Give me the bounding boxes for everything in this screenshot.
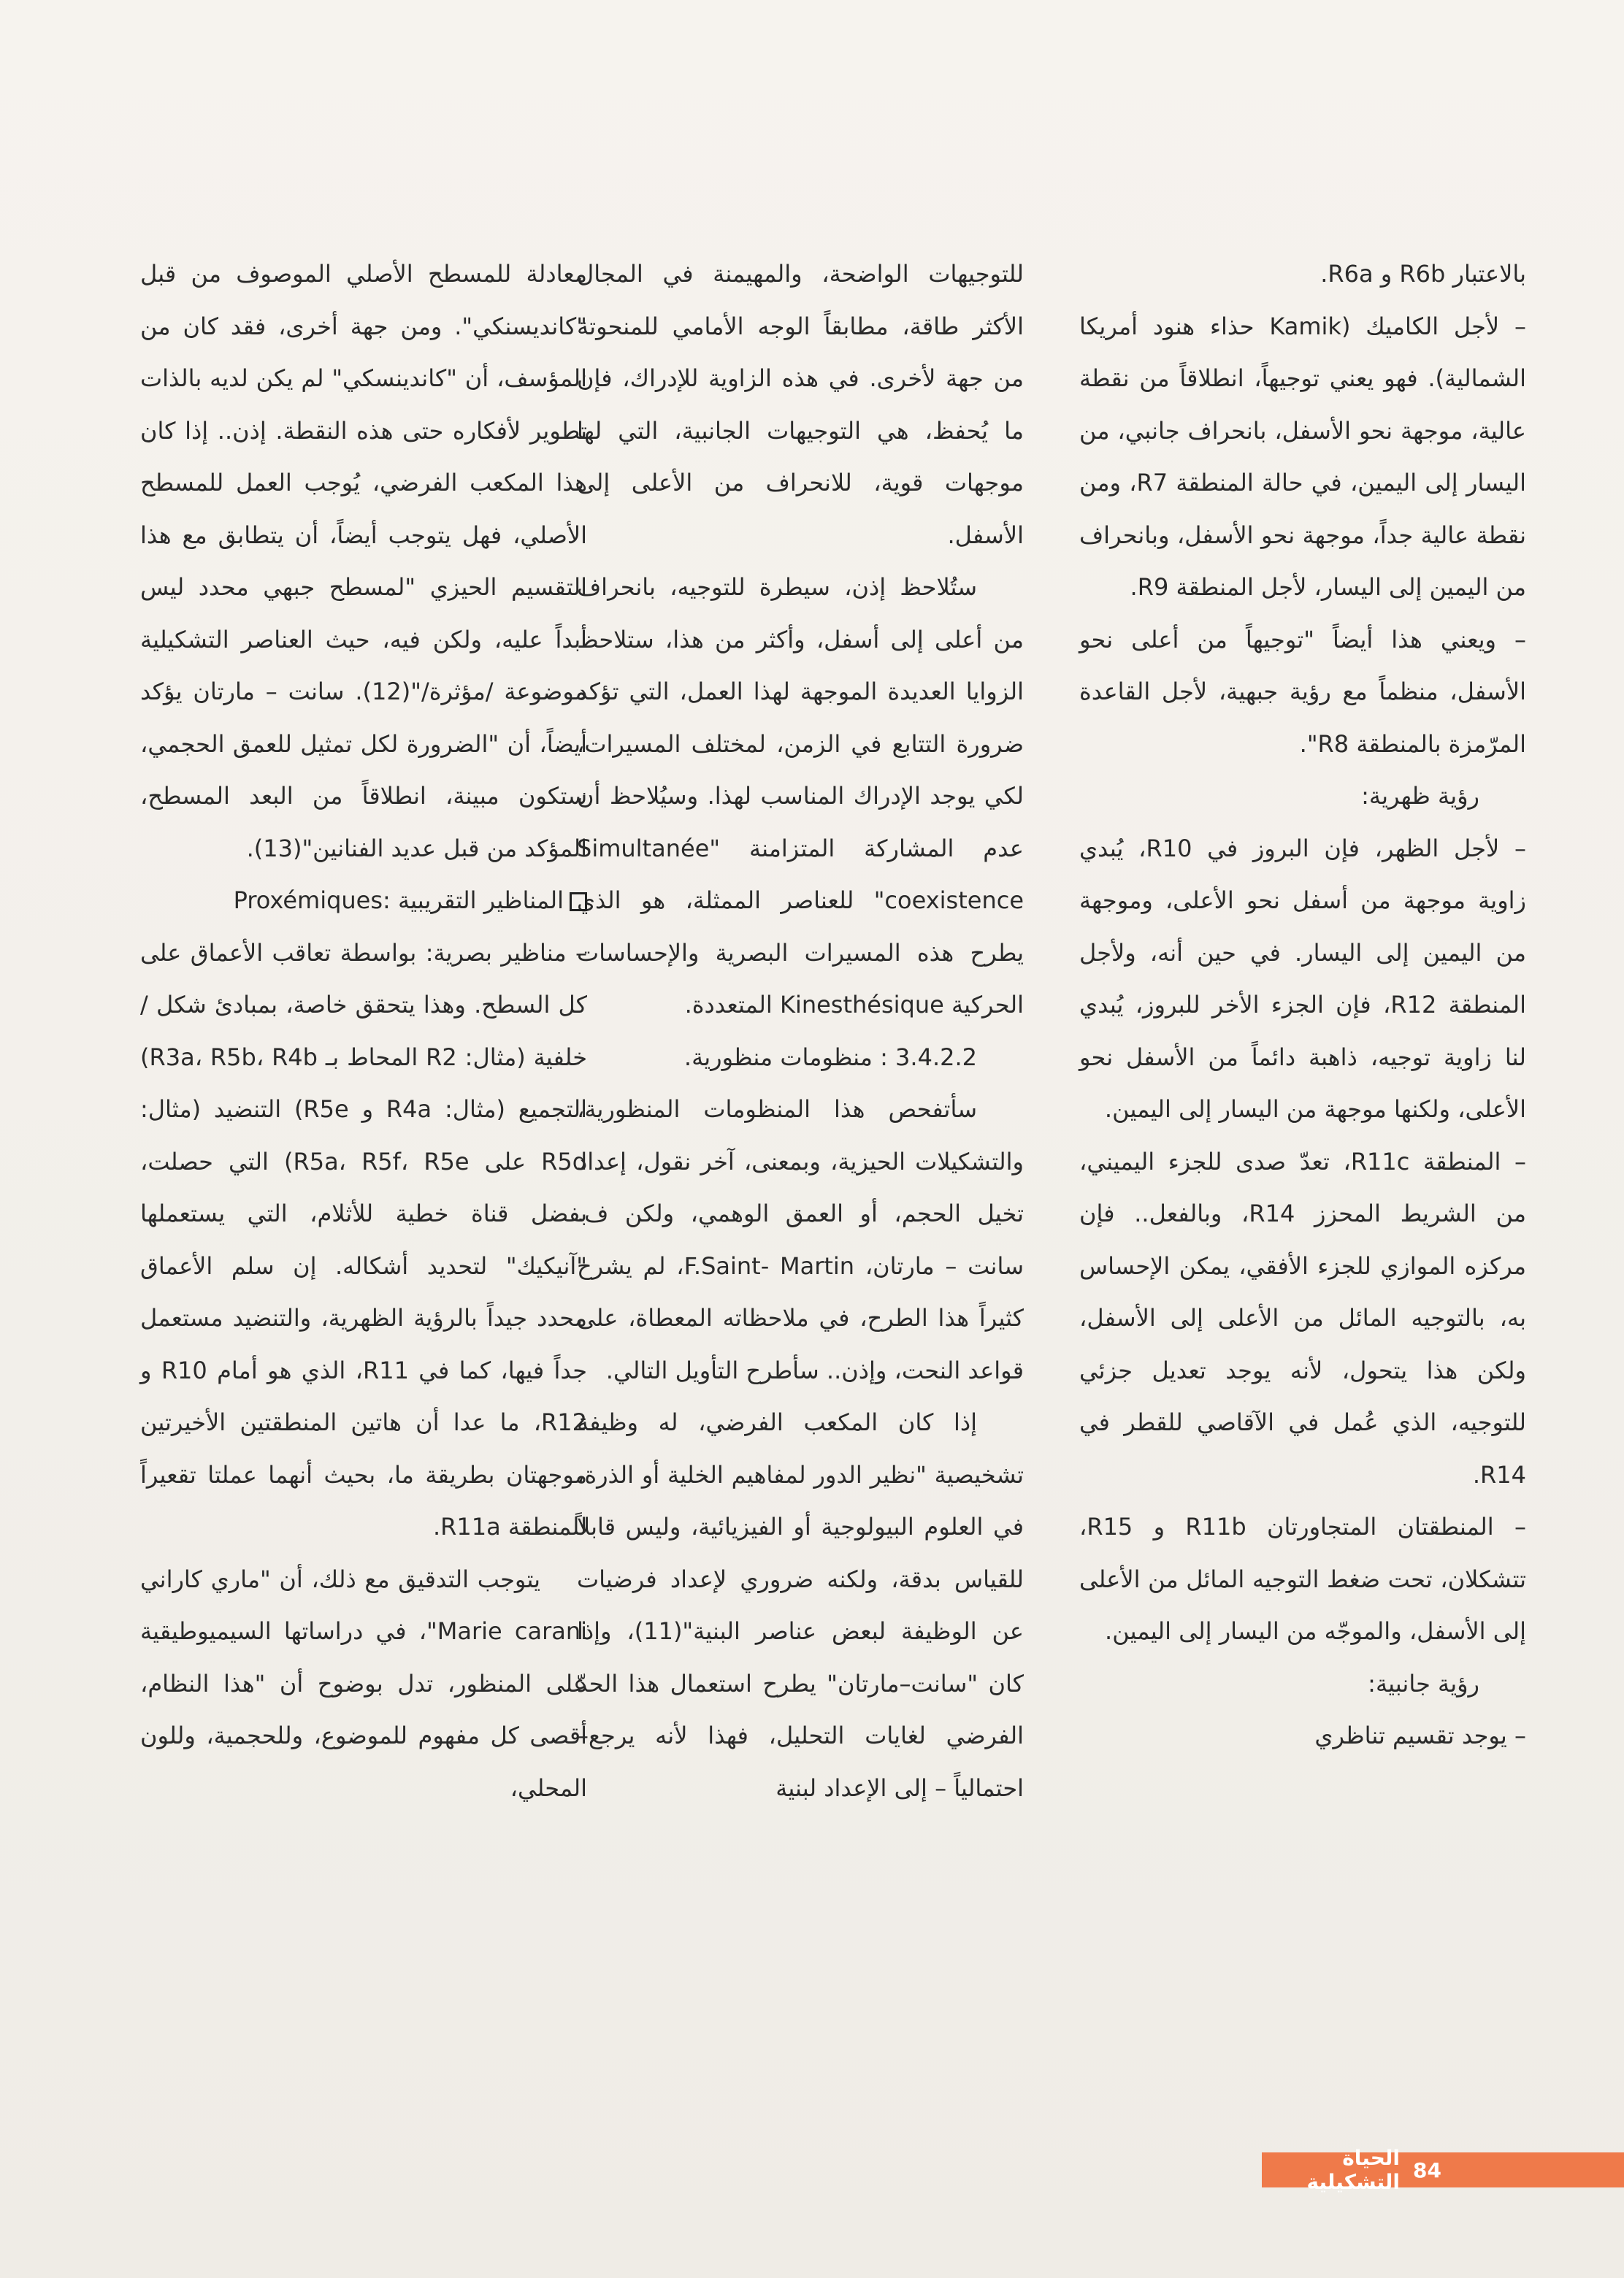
page-number: 84 (1413, 2158, 1441, 2182)
checkbox-bullet-icon (570, 892, 587, 911)
subheading-proxemiques (140, 875, 587, 927)
paragraph: ستُلاحظ إذن، سيطرة للتوجيه، بانحراف من أعلى إلى أسفل، وأكثر من هذا، ستلاحظ الزوايا العديدة الموجهة لهذا العمل، التي تؤكد ضرورة التتابع في الزمن، لمختلف المسيرات، لكي يوجد الإدراك المناسب لهذا. وسيُلاحظ أن عدم المشاركة المتزامنة "Simultanée coexistence" للعناصر الممثلة، هو الذي يطرح هذه المسيرات البصرية والإحساسات الحركية Kinesthésique المتعددة. (577, 573, 1024, 1019)
paragraph: – يوجد تقسيم تناظري (1314, 1722, 1526, 1749)
paragraph: سأتفحص هذا المنظومات المنظورية، والتشكيلات الحيزية، وبمعنى، آخر نقول، إعداد تخيل الحجم، أو العمق الوهمي، ولكن ف. سانت – مارتان، F.Saint- Martin، لم يشرح كثيراً هذا الطرح، في ملاحظاته المعطاة، على قواعد النحت، وإذن.. سأطرح التأويل التالي. (577, 1095, 1024, 1384)
paragraph: معادلة للمسطح الأصلي الموصوف من قبل "كانديسنكي". ومن جهة أخرى، فقد كان من المؤسف، أن "كاندينسكي" لم يكن لديه بالذات تطوير لأفكاره حتى هذه النقطة. إذن.. إذا كان هذا المكعب الفرضي، يُوجب العمل للمسطح الأصلي، فهل يتوجب أيضاً، أن يتطابق مع هذا التقسيم الحيزي "لمسطح جبهي محدد ليس أبداً عليه، ولكن فيه، حيث العناصر التشكيلية موضوعة /مؤثرة/"(12). سانت – مارتان يؤكد أيضاً، أن "الضرورة لكل تمثيل للعمق الحجمي، ستكون مبينة، انطلاقاً من البعد المسطح، المؤكد من قبل عديد الفنانين"(13). (140, 260, 587, 862)
paragraph: بالاعتبار R6b و R6a. (1320, 260, 1526, 288)
paragraph: – ويعني هذا أيضاً "توجيهاً من أعلى نحو الأسفل، منظماً مع رؤية جبهية، لأجل القاعدة المرّمزة بالمنطقة R8". (1079, 625, 1526, 758)
paragraph: – لأجل الكاميك (Kamik حذاء هنود أمريكا الشمالية). فهو يعني توجيهاً، انطلاقاً من نقطة عالية، موجهة نحو الأسفل، بانحراف جانبي، من اليسار إلى اليمين، في حالة المنطقة R7، ومن نقطة عالية جداً، موجهة نحو الأسفل، وبانحراف من اليمين إلى اليسار، لأجل المنطقة R9. (1079, 312, 1527, 601)
subheading-text: المناظير التقريبية :Proxémiques (233, 886, 564, 914)
footer-content (1262, 2146, 1441, 2194)
paragraph: – المنطقتان المتجاورتان R11b و R15، تتشكلان، تحت ضغط التوجيه المائل من الأعلى إلى الأسفل، والموجّه من اليسار إلى اليمين. (1079, 1513, 1527, 1645)
paragraph: – لأجل الظهر، فإن البروز في R10، يُبدي زاوية موجهة من أسفل نحو الأعلى، وموجهة من اليمين إلى اليسار. في حين أنه، ولأجل المنطقة R12، فإن الجزء الأخر للبروز، يُبدي لنا زاوية توجيه، ذاهبة دائماً من الأسفل نحو الأعلى، ولكنها موجهة من اليسار إلى اليمين. (1079, 834, 1527, 1123)
section-heading: 3.4.2.2 : منظومات منظورية. (683, 1043, 977, 1071)
footer-bar (1262, 2146, 1624, 2194)
text-column-left (140, 248, 587, 1814)
paragraph: يتوجب التدقيق مع ذلك، أن "ماري كاراني Marie carani"، في دراساتها السيميوطيقية على المنظور، تدل بوضوح أن "هذا النظام، أقصى كل مفهوم للموضوع، وللحجمية، وللون المحلي، (140, 1565, 588, 1802)
paragraph: – المنطقة R11c، تعدّ صدى للجزء اليميني، من الشريط المحزز R14، وبالفعل.. فإن مركزه الموازي للجزء الأفقي، يمكن الإحساس به، بالتوجيه المائل من الأعلى إلى الأسفل، ولكن هذا يتحول، لأنه يوجد تعديل جزئي للتوجيه، الذي عُمل في الآقاصي للقطر في R14. (1079, 1147, 1527, 1489)
subheading: رؤية جانبية: (1368, 1669, 1479, 1698)
text-column-middle (577, 248, 1024, 1814)
paragraph: إذا كان المكعب الفرضي، له وظيفة تشخيصية "نظير الدور لمفاهيم الخلية أو الذرة، في العلوم البيولوجية أو الفيزيائية، وليس قابلاً للقياس بدقة، ولكنه ضروري لإعداد فرضيات عن الوظيفة لبعض عناصر البنية"(11)، وإذا كان "سانت–مارتان" يطرح استعمال هذا الحدّ الفرضي لغايات التحليل، فهذا لأنه يرجع– احتمالياً – إلى الإعداد لبنية (577, 1408, 1024, 1802)
subheading: رؤية ظهرية: (1361, 782, 1479, 810)
paragraph: – مناظير بصرية: بواسطة تعاقب الأعماق على كل السطح. وهذا يتحقق خاصة، بمبادئ شكل / خلفية (مثال: R2 المحاط بـ R3a، R5b، R4b) التجميع (مثال: R4a و R5e) التنضيد (مثال: R5d على R5a، R5f، R5e) التي حصلت، بفضل قناة خطية للأثلام، التي يستعملها "آنيكيك" لتحديد أشكاله. إن سلم الأعماق محدد جيداً بالرؤية الظهرية، والتنضيد مستعمل جداً فيها، كما في R11، الذي هو أمام R10 و R12، ما عدا أن هاتين المنطقتين الأخيرتين موجهتان بطريقة ما، بحيث أنهما عملتا تقعيراً للمنطقة R11a. (140, 938, 588, 1541)
paragraph: للتوجيهات الواضحة، والمهيمنة في المجال الأكثر طاقة، مطابقاً الوجه الأمامي للمنحوتة من جهة لأخرى. في هذه الزاوية للإدراك، فإن ما يُحفظ، هي التوجيهات الجانبية، التي لها موجهات قوية، للانحراف من الأعلى إلى الأسفل. (577, 260, 1024, 549)
magazine-title: الحياة التشكيلية (1306, 2146, 1401, 2194)
text-column-right (1079, 248, 1526, 1763)
